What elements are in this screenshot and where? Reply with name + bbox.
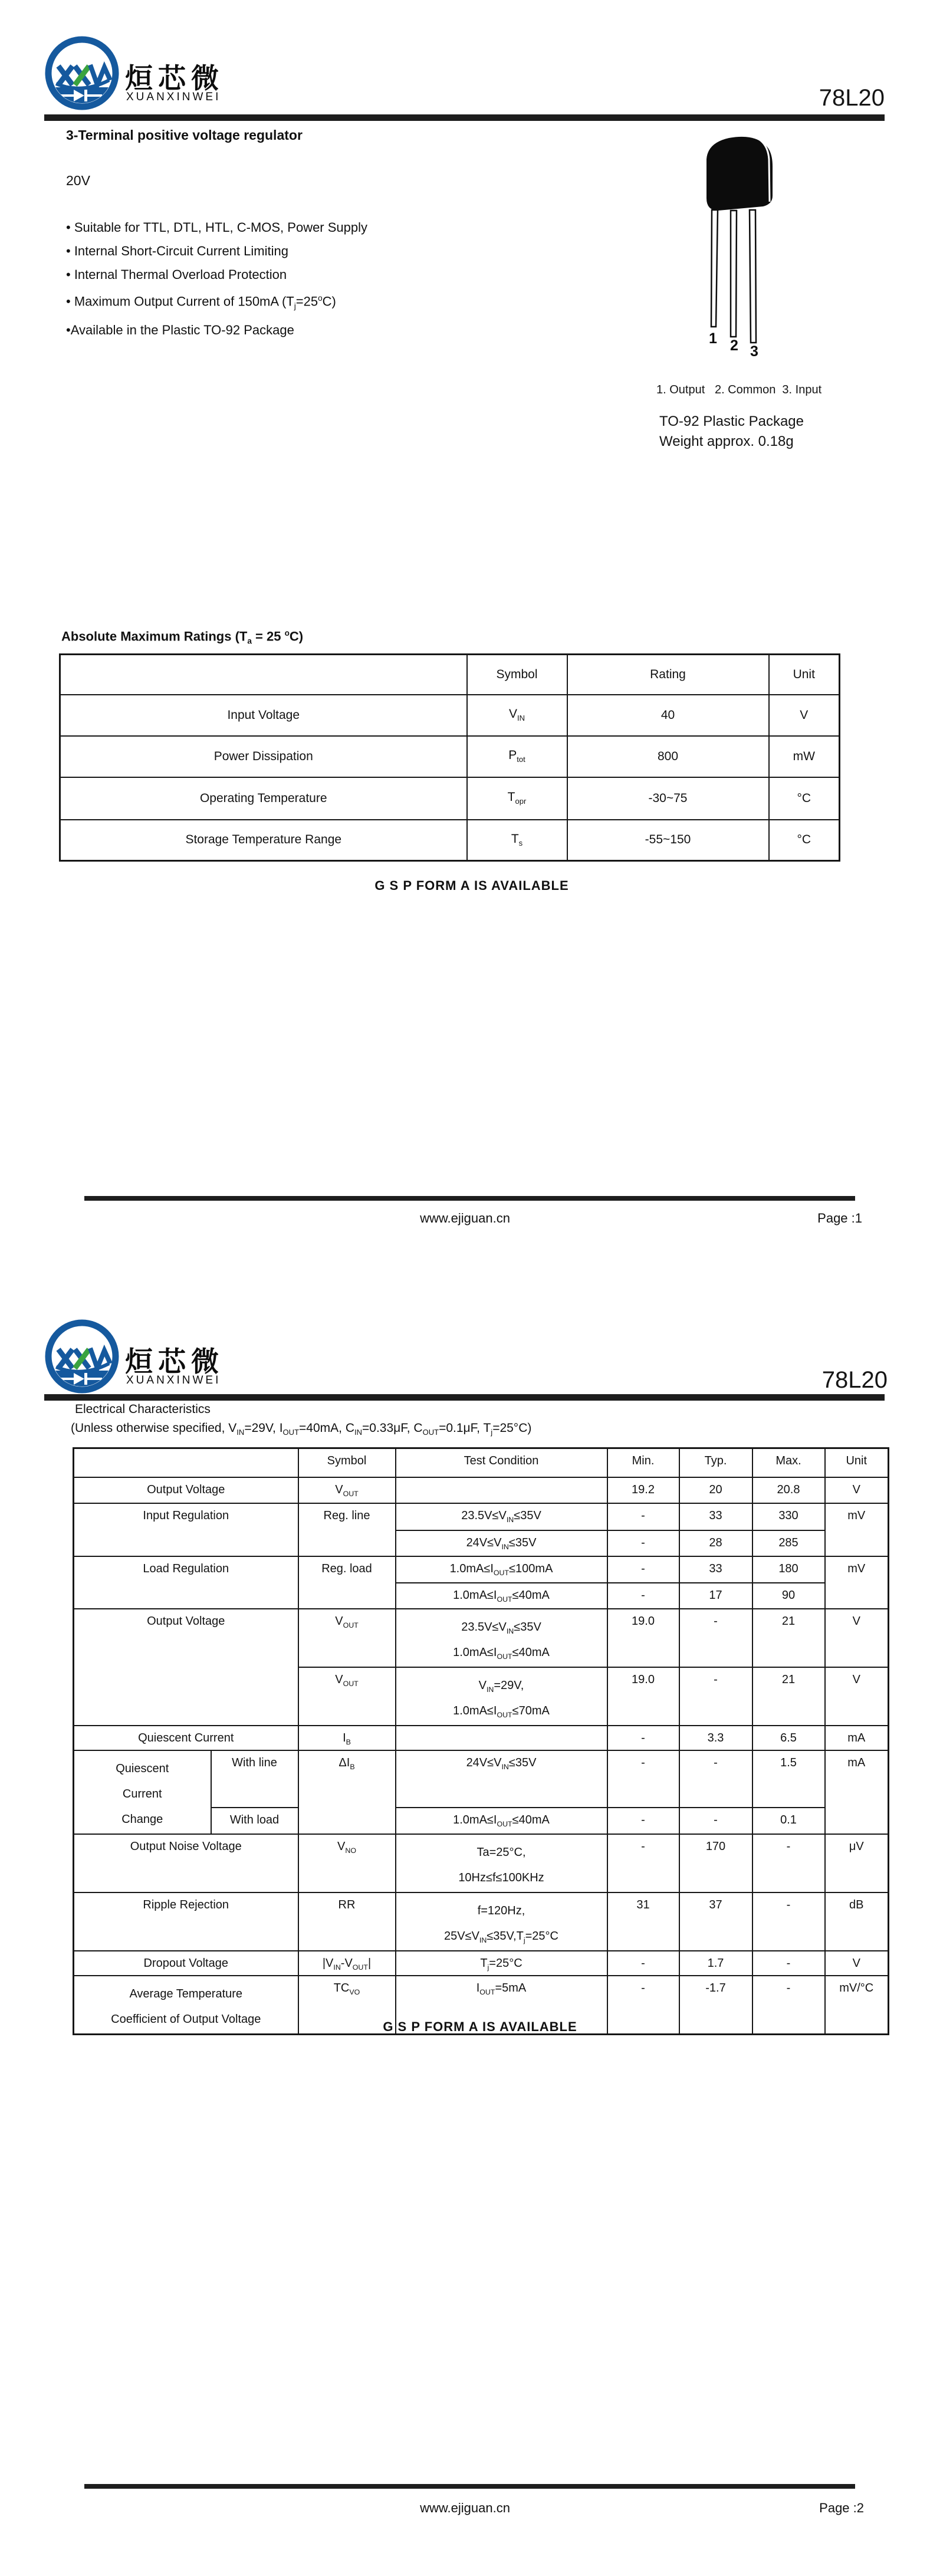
- max-cell: 180: [752, 1556, 825, 1583]
- typ-cell: 37: [679, 1892, 752, 1951]
- unit-cell: V: [825, 1667, 889, 1726]
- unit-cell: mV/°C: [825, 1976, 889, 2035]
- test-cell: $T_j=25^\circ C$: [396, 1951, 607, 1976]
- min-cell: -: [607, 1726, 679, 1750]
- feature-item: •Available in the Plastic TO-92 Package: [66, 322, 294, 337]
- param-cell: Input Voltage: [60, 695, 467, 736]
- pin-lead: [750, 210, 756, 343]
- symbol-cell: $V_{OUT}$: [298, 1609, 396, 1667]
- condition-type-cell: With line: [211, 1750, 298, 1808]
- param-cell: Quiescent Current: [74, 1726, 298, 1750]
- param-cell: Output Voltage: [74, 1609, 298, 1726]
- row-output-voltage: [74, 1477, 889, 1503]
- table-row-storage-temperature: [60, 820, 840, 861]
- param-cell: Storage Temperature Range: [60, 820, 467, 861]
- brand-name-cn: 烜芯微: [125, 63, 224, 94]
- max-cell: 90: [752, 1583, 825, 1609]
- feature-item: • Maximum Output Current of 150mA $(T_j=25^oC)$: [66, 294, 336, 311]
- feature-item: • Internal Thermal Overload Protection: [66, 267, 287, 282]
- package-caption: [659, 412, 804, 452]
- pin-number: 1: [709, 330, 717, 347]
- part-number: 78L20: [819, 85, 885, 111]
- typ-cell: -: [679, 1667, 752, 1726]
- ec-table: [73, 1447, 889, 2035]
- feature-list: [66, 216, 367, 342]
- brand-name-en: XUANXINWEI: [126, 91, 221, 103]
- rating-cell: 40: [567, 695, 769, 736]
- col-rating: Rating: [567, 655, 769, 695]
- footer-page-number: Page :2: [819, 2501, 864, 2515]
- max-cell: -: [752, 1951, 825, 1976]
- footer-rule: [84, 1196, 855, 1201]
- min-cell: -: [607, 1951, 679, 1976]
- min-cell: -: [607, 1834, 679, 1892]
- test-cell: $V_{IN}=29V$, $1.0mA\le I_{OUT}\le 70mA$: [396, 1667, 607, 1726]
- min-cell: -: [607, 1503, 679, 1530]
- max-cell: 21: [752, 1667, 825, 1726]
- symbol-cell: Reg. load: [298, 1556, 396, 1609]
- col-typ: Typ.: [679, 1448, 752, 1477]
- typ-cell: -: [679, 1750, 752, 1808]
- param-cell: Ripple Rejection: [74, 1892, 298, 1951]
- row-ripple-rejection: [74, 1892, 889, 1951]
- brand-name-en: XUANXINWEI: [126, 1374, 221, 1386]
- to92-leads: [711, 210, 756, 343]
- min-cell: -: [607, 1976, 679, 2035]
- unit-cell: V: [825, 1609, 889, 1667]
- typ-cell: -: [679, 1609, 752, 1667]
- to92-body: [706, 137, 773, 211]
- unit-cell: °C: [769, 820, 840, 861]
- header-rule: [44, 114, 885, 121]
- unit-cell: V: [825, 1951, 889, 1976]
- min-cell: 19.2: [607, 1477, 679, 1503]
- param-cell: Operating Temperature: [60, 777, 467, 820]
- unit-cell: μV: [825, 1834, 889, 1892]
- param-cell: Input Regulation: [74, 1503, 298, 1556]
- footer-url: www.ejiguan.cn: [420, 2501, 510, 2515]
- param-cell: Output Voltage: [74, 1477, 298, 1503]
- doc-title: 3-Terminal positive voltage regulator: [66, 127, 303, 143]
- min-cell: 19.0: [607, 1667, 679, 1726]
- unit-cell: dB: [825, 1892, 889, 1951]
- test-cell: f=120Hz, $25V\le V_{IN}\le 35V,T_j=25^\circ C$: [396, 1892, 607, 1951]
- symbol-cell: $|V_{IN}-V_{OUT}|$: [298, 1951, 396, 1976]
- pin-lead: [731, 211, 737, 337]
- min-cell: -: [607, 1808, 679, 1834]
- symbol-cell: $I_B$: [298, 1726, 396, 1750]
- typ-cell: 1.7: [679, 1951, 752, 1976]
- abs-max-title: Absolute Maximum Ratings ($T_a = 25$ $^o$C): [61, 629, 304, 646]
- footer-page-number: Page :1: [817, 1211, 862, 1225]
- rating-cell: -30~75: [567, 777, 769, 820]
- test-cell: [396, 1726, 607, 1750]
- max-cell: 0.1: [752, 1808, 825, 1834]
- row-quiescent-current-change: [74, 1750, 889, 1808]
- max-cell: 6.5: [752, 1726, 825, 1750]
- unit-cell: °C: [769, 777, 840, 820]
- param-cell: Dropout Voltage: [74, 1951, 298, 1976]
- col-symbol: Symbol: [467, 655, 567, 695]
- row-output-noise-voltage: [74, 1834, 889, 1892]
- col-min: Min.: [607, 1448, 679, 1477]
- abs-max-table: [59, 653, 840, 862]
- min-cell: 31: [607, 1892, 679, 1951]
- param-cell: Quiescent Current Change: [74, 1750, 211, 1834]
- symbol-cell: RR: [298, 1892, 396, 1951]
- test-cell: $1.0mA\le I_{OUT}\le 100mA$: [396, 1556, 607, 1583]
- symbol-cell: $V_{NO}$: [298, 1834, 396, 1892]
- min-cell: 19.0: [607, 1609, 679, 1667]
- col-symbol: Symbol: [298, 1448, 396, 1477]
- min-cell: -: [607, 1583, 679, 1609]
- header-rule: [44, 1394, 885, 1401]
- symbol-cell: $V_{OUT}$: [298, 1477, 396, 1503]
- symbol-cell: $P_{tot}$: [467, 736, 567, 777]
- symbol-cell: Reg. line: [298, 1503, 396, 1556]
- rating-cell: -55~150: [567, 820, 769, 861]
- max-cell: 1.5: [752, 1750, 825, 1808]
- gsp-note: G S P FORM A IS AVAILABLE: [383, 2019, 577, 2034]
- brand-logo-icon: [44, 1319, 120, 1394]
- brand-name-cn: 烜芯微: [125, 1346, 224, 1377]
- test-cell: $24V\le V_{IN}\le 35V$: [396, 1750, 607, 1808]
- unit-cell: mA: [825, 1750, 889, 1834]
- pin-number: 3: [750, 343, 758, 357]
- max-cell: -: [752, 1976, 825, 2035]
- footer-url: www.ejiguan.cn: [420, 1211, 510, 1225]
- ec-conditions: (Unless otherwise specified, $V_{IN}=29V$, $I_{OUT}=40mA$, $C_{IN}=0.33\mu F$, $C_{OUT}=0.1\mu F$, $T_j=25^\circ C$): [71, 1421, 532, 1437]
- col-unit: Unit: [769, 655, 840, 695]
- pin-number: 2: [730, 337, 738, 354]
- test-cell: $24V\le V_{IN}\le 35V$: [396, 1530, 607, 1556]
- typ-cell: 33: [679, 1556, 752, 1583]
- table-header-row: [74, 1448, 889, 1477]
- param-cell: Load Regulation: [74, 1556, 298, 1609]
- test-cell: $23.5V\le V_{IN}\le 35V$: [396, 1503, 607, 1530]
- symbol-cell: $T_s$: [467, 820, 567, 861]
- voltage-value: 20V: [66, 173, 90, 188]
- symbol-cell: $V_{IN}$: [467, 695, 567, 736]
- ec-title: Electrical Characteristics: [75, 1402, 211, 1416]
- typ-cell: 170: [679, 1834, 752, 1892]
- unit-cell: mV: [825, 1556, 889, 1609]
- unit-cell: mV: [825, 1503, 889, 1556]
- col-unit: Unit: [825, 1448, 889, 1477]
- condition-type-cell: With load: [211, 1808, 298, 1834]
- symbol-cell: $T_{opr}$: [467, 777, 567, 820]
- max-cell: -: [752, 1834, 825, 1892]
- package-caption-line2: Weight approx. 0.18g: [659, 433, 794, 449]
- feature-item: • Suitable for TTL, DTL, HTL, C-MOS, Power Supply: [66, 220, 368, 235]
- param-cell: Average Temperature Coefficient of Output Voltage: [74, 1976, 298, 2035]
- test-cell: $I_{OUT}=5mA$: [396, 1976, 607, 2035]
- package-caption-line1: TO-92 Plastic Package: [659, 413, 804, 429]
- col-max: Max.: [752, 1448, 825, 1477]
- col-parameter: [74, 1448, 298, 1477]
- typ-cell: 17: [679, 1583, 752, 1609]
- unit-cell: mW: [769, 736, 840, 777]
- row-quiescent-current: [74, 1726, 889, 1750]
- test-cell: $1.0mA\le I_{OUT}\le 40mA$: [396, 1808, 607, 1834]
- table-row-operating-temperature: [60, 777, 840, 820]
- table-header-row: [60, 655, 840, 695]
- typ-cell: 33: [679, 1503, 752, 1530]
- table-row-power-dissipation: [60, 736, 840, 777]
- max-cell: -: [752, 1892, 825, 1951]
- unit-cell: mA: [825, 1726, 889, 1750]
- col-parameter: [60, 655, 467, 695]
- row-output-voltage-range: [74, 1609, 889, 1667]
- param-cell: Output Noise Voltage: [74, 1834, 298, 1892]
- row-dropout-voltage: [74, 1951, 889, 1976]
- row-input-regulation: [74, 1503, 889, 1530]
- feature-item: • Internal Short-Circuit Current Limiting: [66, 244, 288, 258]
- min-cell: -: [607, 1556, 679, 1583]
- brand-logo-icon: [44, 35, 120, 111]
- test-cell: $1.0mA\le I_{OUT}\le 40mA$: [396, 1583, 607, 1609]
- min-cell: -: [607, 1530, 679, 1556]
- param-cell: Power Dissipation: [60, 736, 467, 777]
- to92-package-figure: [695, 133, 783, 357]
- typ-cell: 20: [679, 1477, 752, 1503]
- table-row-input-voltage: [60, 695, 840, 736]
- rating-cell: 800: [567, 736, 769, 777]
- max-cell: 20.8: [752, 1477, 825, 1503]
- max-cell: 330: [752, 1503, 825, 1530]
- max-cell: 21: [752, 1609, 825, 1667]
- typ-cell: 3.3: [679, 1726, 752, 1750]
- symbol-cell: $\Delta I_B$: [298, 1750, 396, 1834]
- min-cell: -: [607, 1750, 679, 1808]
- typ-cell: 28: [679, 1530, 752, 1556]
- row-load-regulation: [74, 1556, 889, 1583]
- part-number: 78L20: [821, 1367, 888, 1393]
- footer-rule: [84, 2484, 855, 2489]
- unit-cell: V: [825, 1477, 889, 1503]
- symbol-cell: $V_{OUT}$: [298, 1667, 396, 1726]
- test-cell: Ta=25°C, 10Hz≤f≤100KHz: [396, 1834, 607, 1892]
- pin-assignment-caption: 1. Output 2. Common 3. Input: [656, 383, 822, 396]
- unit-cell: V: [769, 695, 840, 736]
- typ-cell: -1.7: [679, 1976, 752, 2035]
- max-cell: 285: [752, 1530, 825, 1556]
- gsp-note: G S P FORM A IS AVAILABLE: [374, 878, 569, 893]
- test-cell: [396, 1477, 607, 1503]
- symbol-cell: $TC_{VO}$: [298, 1976, 396, 2035]
- test-cell: $23.5V\le V_{IN}\le 35V$ $1.0mA\le I_{OUT}\le 40mA$: [396, 1609, 607, 1667]
- typ-cell: -: [679, 1808, 752, 1834]
- pin-lead: [711, 210, 718, 327]
- col-test-condition: Test Condition: [396, 1448, 607, 1477]
